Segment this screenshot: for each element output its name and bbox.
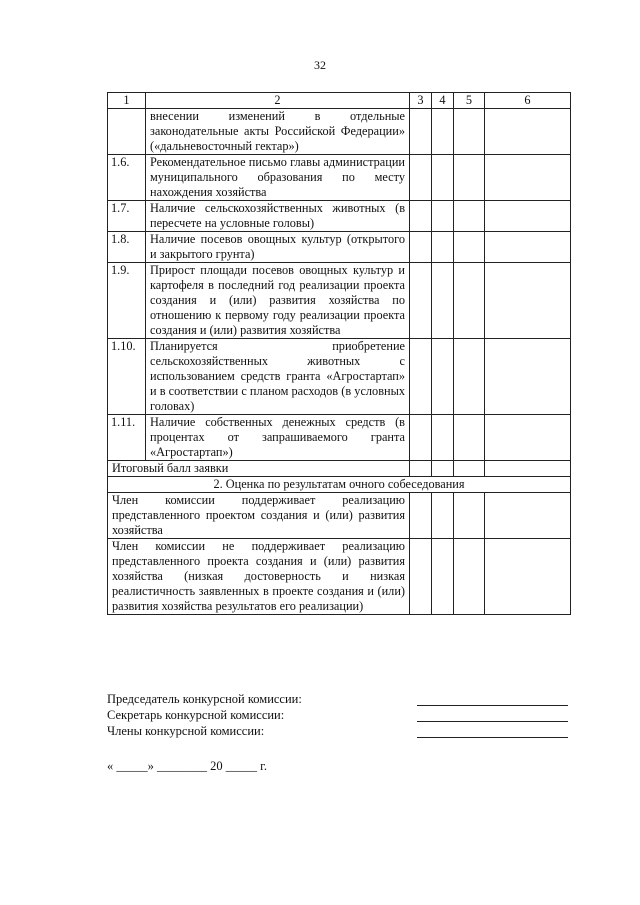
total-row xyxy=(108,461,571,477)
score-cell[interactable] xyxy=(485,109,571,155)
score-cell[interactable] xyxy=(485,155,571,201)
score-cell[interactable] xyxy=(454,415,485,461)
score-cell[interactable] xyxy=(410,493,432,539)
col-header-5: 5 xyxy=(454,93,485,109)
score-cell[interactable] xyxy=(485,263,571,339)
chairman-signature-line[interactable] xyxy=(417,705,568,706)
score-cell[interactable] xyxy=(410,461,432,477)
score-cell[interactable] xyxy=(485,232,571,263)
score-cell[interactable] xyxy=(485,339,571,415)
table-row xyxy=(108,201,571,232)
score-cell[interactable] xyxy=(454,493,485,539)
score-cell[interactable] xyxy=(454,155,485,201)
row-number: 1.11. xyxy=(108,415,146,461)
row-criterion: Планируется приобретение сельскохозяйственных животных с использованием средств гранта «Агростартап» и в соответствии с планом расходов (в условных головах) xyxy=(146,339,410,415)
row-number: 1.8. xyxy=(108,232,146,263)
chairman-label: Председатель конкурсной комиссии: xyxy=(107,692,302,706)
table-row xyxy=(108,539,571,615)
score-cell[interactable] xyxy=(432,539,454,615)
section2-title: 2. Оценка по результатам очного собеседования xyxy=(108,477,571,493)
score-cell[interactable] xyxy=(454,201,485,232)
score-cell[interactable] xyxy=(485,415,571,461)
score-cell[interactable] xyxy=(432,461,454,477)
row-number: 1.7. xyxy=(108,201,146,232)
evaluation-table xyxy=(107,92,571,615)
section-header-row xyxy=(108,477,571,493)
col-header-3: 3 xyxy=(410,93,432,109)
score-cell[interactable] xyxy=(432,109,454,155)
page-number: 32 xyxy=(314,58,326,72)
row-number xyxy=(108,109,146,155)
score-cell[interactable] xyxy=(410,201,432,232)
score-cell[interactable] xyxy=(454,461,485,477)
score-cell[interactable] xyxy=(432,493,454,539)
row-criterion: Рекомендательное письмо главы администрации муниципального образования по месту нахождения хозяйства xyxy=(146,155,410,201)
table-row xyxy=(108,109,571,155)
score-cell[interactable] xyxy=(410,232,432,263)
score-cell[interactable] xyxy=(410,539,432,615)
score-cell[interactable] xyxy=(485,201,571,232)
col-header-2: 2 xyxy=(146,93,410,109)
col-header-4: 4 xyxy=(432,93,454,109)
score-cell[interactable] xyxy=(432,232,454,263)
total-label: Итоговый балл заявки xyxy=(108,461,410,477)
score-cell[interactable] xyxy=(410,109,432,155)
members-label: Члены конкурсной комиссии: xyxy=(107,724,265,738)
secretary-label: Секретарь конкурсной комиссии: xyxy=(107,708,285,722)
score-cell[interactable] xyxy=(485,493,571,539)
score-cell[interactable] xyxy=(454,232,485,263)
score-cell[interactable] xyxy=(410,155,432,201)
members-signature-line[interactable] xyxy=(417,737,568,738)
row-criterion: Наличие собственных денежных средств (в процентах от запрашиваемого гранта «Агростартап») xyxy=(146,415,410,461)
col-header-6: 6 xyxy=(485,93,571,109)
score-cell[interactable] xyxy=(432,201,454,232)
row-number: 1.10. xyxy=(108,339,146,415)
table-row xyxy=(108,232,571,263)
row-number: 1.6. xyxy=(108,155,146,201)
score-cell[interactable] xyxy=(410,415,432,461)
table-row xyxy=(108,493,571,539)
interview-criterion: Член комиссии поддерживает реализацию представленного проектом создания и (или) развития хозяйства xyxy=(108,493,410,539)
row-criterion: внесении изменений в отдельные законодательные акты Российской Федерации» («дальневосточный гектар») xyxy=(146,109,410,155)
header-row xyxy=(108,93,571,109)
score-cell[interactable] xyxy=(410,339,432,415)
score-cell[interactable] xyxy=(432,263,454,339)
row-criterion: Наличие посевов овощных культур (открытого и закрытого грунта) xyxy=(146,232,410,263)
secretary-signature-line[interactable] xyxy=(417,721,568,722)
score-cell[interactable] xyxy=(432,415,454,461)
score-cell[interactable] xyxy=(454,109,485,155)
score-cell[interactable] xyxy=(410,263,432,339)
date-line: « _____» ________ 20 _____ г. xyxy=(107,759,267,773)
row-criterion: Прирост площади посевов овощных культур и картофеля в последний год реализации проекта создания и (или) развития хозяйства по отношению к первому году реализации проекта создания и (или) развития хозяйства xyxy=(146,263,410,339)
table-row xyxy=(108,415,571,461)
table-row xyxy=(108,155,571,201)
score-cell[interactable] xyxy=(454,539,485,615)
table-row xyxy=(108,263,571,339)
score-cell[interactable] xyxy=(454,263,485,339)
row-number: 1.9. xyxy=(108,263,146,339)
col-header-1: 1 xyxy=(108,93,146,109)
score-cell[interactable] xyxy=(432,339,454,415)
row-criterion: Наличие сельскохозяйственных животных (в пересчете на условные головы) xyxy=(146,201,410,232)
interview-criterion: Член комиссии не поддерживает реализацию представленного проекта создания и (или) развития хозяйства (низкая достоверность и низкая реалистичность заявленных в проекте создания и (или) развития хозяйства результатов его реализации) xyxy=(108,539,410,615)
score-cell[interactable] xyxy=(432,155,454,201)
table-row xyxy=(108,339,571,415)
score-cell[interactable] xyxy=(485,539,571,615)
score-cell[interactable] xyxy=(454,339,485,415)
score-cell[interactable] xyxy=(485,461,571,477)
